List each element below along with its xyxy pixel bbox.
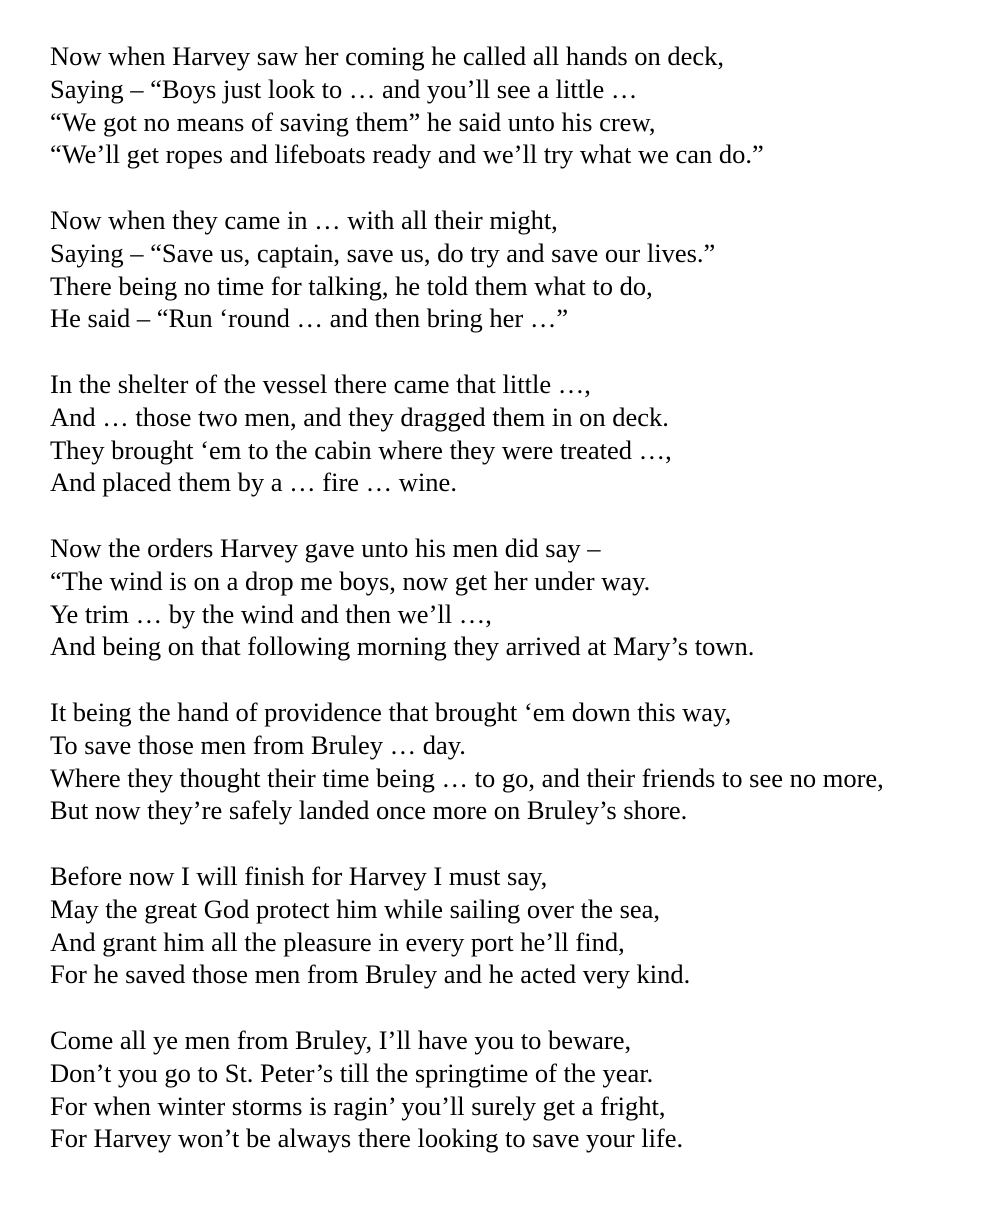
- verse-line: In the shelter of the vessel there came that little …,: [50, 368, 591, 399]
- verse-line: Now when they came in … with all their might,: [50, 204, 558, 235]
- stanza-2: [50, 204, 990, 335]
- verse-line: For when winter storms is ragin’ you’ll surely get a fright,: [50, 1090, 666, 1121]
- verse-line: “The wind is on a drop me boys, now get her under way.: [50, 565, 651, 596]
- verse-line: Come all ye men from Bruley, I’ll have you to beware,: [50, 1024, 632, 1055]
- verse-line: Ye trim … by the wind and then we’ll …,: [50, 598, 492, 629]
- stanza-4: [50, 532, 990, 663]
- verse-line: And being on that following morning they arrived at Mary’s town.: [50, 631, 755, 662]
- verse-line: Don’t you go to St. Peter’s till the springtime of the year.: [50, 1057, 654, 1088]
- verse-line: “We’ll get ropes and lifeboats ready and we’ll try what we can do.”: [50, 139, 764, 170]
- verse-line: There being no time for talking, he told them what to do,: [50, 270, 653, 301]
- verse-line: For he saved those men from Bruley and he acted very kind.: [50, 959, 691, 990]
- verse-line: Saying – “Save us, captain, save us, do try and save our lives.”: [50, 237, 716, 268]
- verse-line: He said – “Run ‘round … and then bring her …”: [50, 303, 569, 334]
- verse-line: Saying – “Boys just look to … and you’ll see a little …: [50, 73, 638, 104]
- verse-line: They brought ‘em to the cabin where they were treated …,: [50, 434, 672, 465]
- stanza-6: [50, 860, 990, 991]
- song-text: [50, 40, 990, 1155]
- stanza-1: [50, 40, 990, 171]
- stanza-3: [50, 368, 990, 499]
- verse-line: And placed them by a … fire … wine.: [50, 467, 457, 498]
- verse-line: For Harvey won’t be always there looking to save your life.: [50, 1123, 684, 1154]
- verse-line: And grant him all the pleasure in every port he’ll find,: [50, 926, 625, 957]
- verse-line: Now the orders Harvey gave unto his men did say –: [50, 532, 601, 563]
- stanza-7: [50, 1024, 990, 1155]
- stanza-5: [50, 696, 990, 827]
- verse-line: It being the hand of providence that brought ‘em down this way,: [50, 696, 732, 727]
- verse-line: And … those two men, and they dragged them in on deck.: [50, 401, 669, 432]
- verse-line: Now when Harvey saw her coming he called all hands on deck,: [50, 41, 725, 71]
- verse-line: “We got no means of saving them” he said unto his crew,: [50, 106, 656, 137]
- verse-line: But now they’re safely landed once more on Bruley’s shore.: [50, 795, 688, 826]
- verse-line: May the great God protect him while sailing over the sea,: [50, 893, 661, 924]
- verse-line: Where they thought their time being … to go, and their friends to see no more,: [50, 762, 884, 793]
- verse-line: To save those men from Bruley … day.: [50, 729, 466, 760]
- verse-line: Before now I will finish for Harvey I must say,: [50, 860, 548, 891]
